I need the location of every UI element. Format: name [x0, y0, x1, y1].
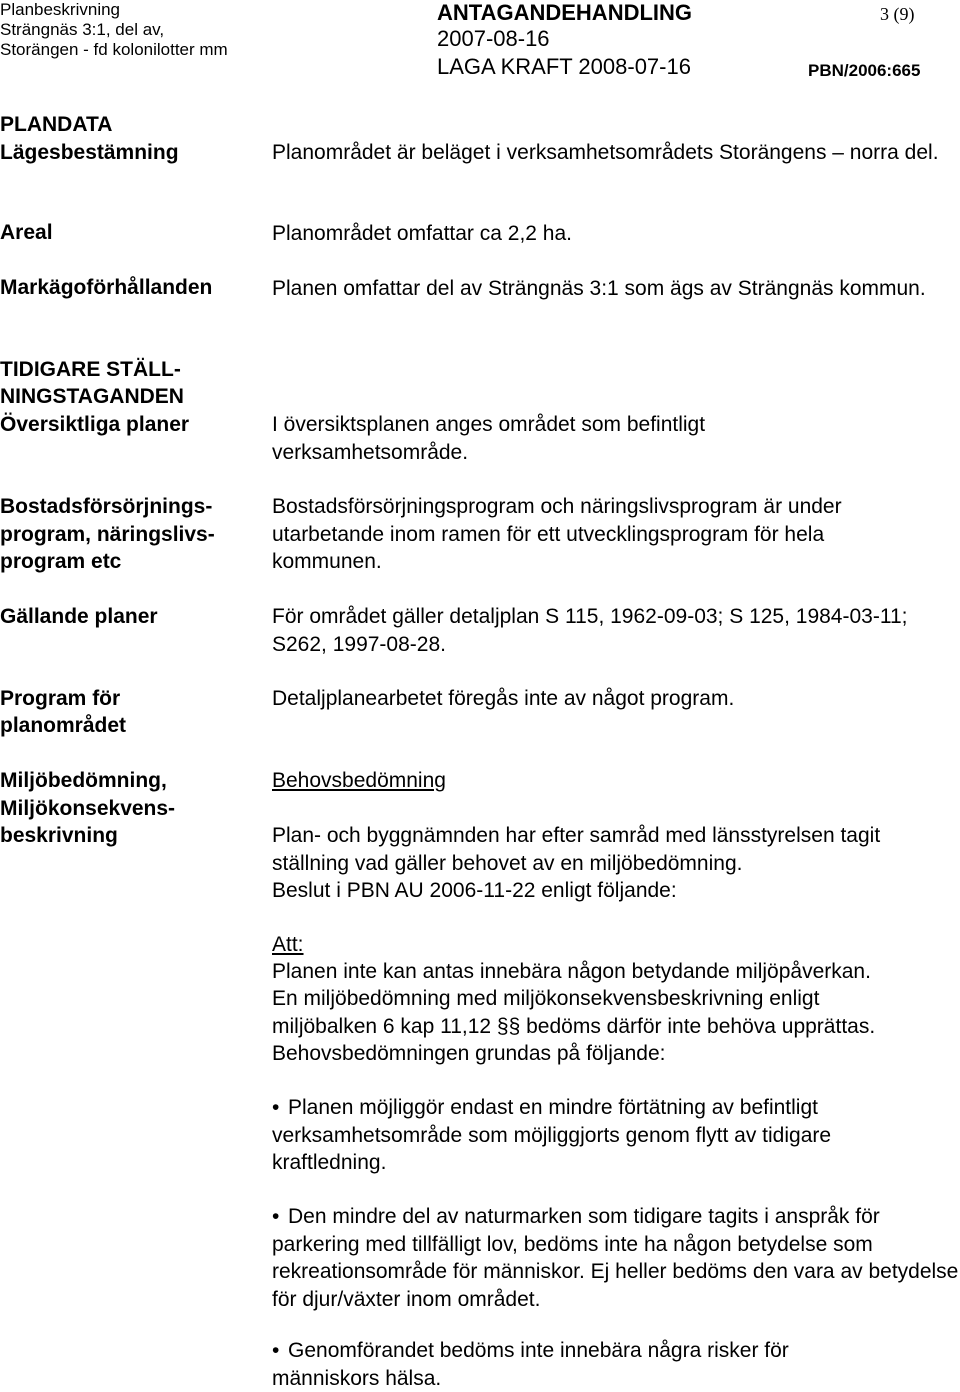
text-program: Detaljplanearbetet föregås inte av något program.: [272, 687, 735, 710]
label-bostad-line1: Bostadsförsörjnings-: [0, 495, 213, 518]
bullet-text: Den mindre del av naturmarken som tidigare tagits i anspråk för parkering med tillfälligt lov, bedöms inte ha någon betydelse som rekreationsområde för människor. Ej heller bedöms den vara av betydelse för djur/växter inom området.: [272, 1205, 959, 1311]
label-markagoforhallanden: Markägoförhållanden: [0, 276, 213, 299]
text-att-line1: Planen inte kan antas innebära någon betydande miljöpåverkan.: [272, 960, 871, 983]
subheading-behovsbedomning: Behovsbedömning: [272, 769, 446, 792]
heading-tidigare-line1: TIDIGARE STÄLL-: [0, 358, 181, 381]
header-property: Strängnäs 3:1, del av,: [0, 20, 165, 39]
bullet-text: Genomförandet bedöms inte innebära några risker för människors hälsa.: [272, 1339, 789, 1390]
label-lagesbestamning: Lägesbestämning: [0, 141, 179, 164]
label-bostad-line2: program, näringslivs-: [0, 523, 215, 546]
bullet-icon: •: [272, 1096, 280, 1119]
heading-plandata: PLANDATA: [0, 113, 113, 136]
text-att-line2: En miljöbedömning med miljökonsekvensbeskrivning enligt: [272, 987, 820, 1010]
page-number: 3 (9): [880, 4, 915, 24]
text-gallande-planer: För området gäller detaljplan S 115, 1962-09-03; S 125, 1984-03-11; S262, 1997-08-28.: [272, 605, 908, 656]
bullet-icon: •: [272, 1339, 280, 1362]
label-miljo-line1: Miljöbedömning,: [0, 769, 167, 792]
header-status-block: [437, 0, 692, 81]
text-areal: Planområdet omfattar ca 2,2 ha.: [272, 222, 572, 245]
label-bostad-line3: program etc: [0, 550, 122, 573]
label-oversiktliga-planer: Översiktliga planer: [0, 413, 190, 436]
text-behov-para2: Beslut i PBN AU 2006-11-22 enligt följande:: [272, 879, 677, 902]
label-program-line2: planområdet: [0, 714, 127, 737]
heading-tidigare-line2: NINGSTAGANDEN: [0, 385, 184, 408]
text-att-line3: miljöbalken 6 kap 11,12 §§ bedöms därför inte behöva upprättas.: [272, 1015, 876, 1038]
label-miljo-line2: Miljökonsekvens-: [0, 797, 176, 820]
label-miljo-line3: beskrivning: [0, 824, 118, 847]
header-status: ANTAGANDEHANDLING: [437, 0, 693, 25]
text-lagesbestamning: Planområdet är beläget i verksamhetsområdets Storängens – norra del.: [272, 141, 939, 164]
header-area: Storängen - fd kolonilotter mm: [0, 40, 228, 59]
reference-number: PBN/2006:665: [808, 61, 921, 80]
text-att-line4: Behovsbedömningen grundas på följande:: [272, 1042, 666, 1065]
label-att: Att:: [272, 933, 304, 956]
label-program-line1: Program för: [0, 687, 121, 710]
text-oversiktliga-planer: I översiktsplanen anges området som befintligt verksamhetsområde.: [272, 413, 706, 464]
text-behov-para1: Plan- och byggnämnden har efter samråd med länsstyrelsen tagit ställning vad gäller behovet av en miljöbedömning.: [272, 824, 881, 875]
label-gallande-planer: Gällande planer: [0, 605, 158, 628]
text-bostad: Bostadsförsörjningsprogram och näringslivsprogram är under utarbetande inom ramen för ett utvecklingsprogram för hela kommunen.: [272, 495, 842, 573]
list-item: [272, 1094, 892, 1177]
header-doc-type: Planbeskrivning: [0, 0, 121, 19]
bullet-icon: •: [272, 1205, 280, 1228]
label-areal: Areal: [0, 221, 53, 244]
header-laga-kraft: LAGA KRAFT 2008-07-16: [437, 54, 691, 79]
bullet-text: Planen möjliggör endast en mindre förtätning av befintligt verksamhetsområde som möjliggjorts genom flytt av tidigare kraftledning.: [272, 1096, 832, 1174]
text-markagoforhallanden: Planen omfattar del av Strängnäs 3:1 som ägs av Strängnäs kommun.: [272, 277, 926, 300]
header-document-info: [0, 0, 228, 60]
header-date: 2007-08-16: [437, 26, 550, 51]
list-item: [272, 1337, 872, 1392]
list-item: [272, 1203, 960, 1313]
